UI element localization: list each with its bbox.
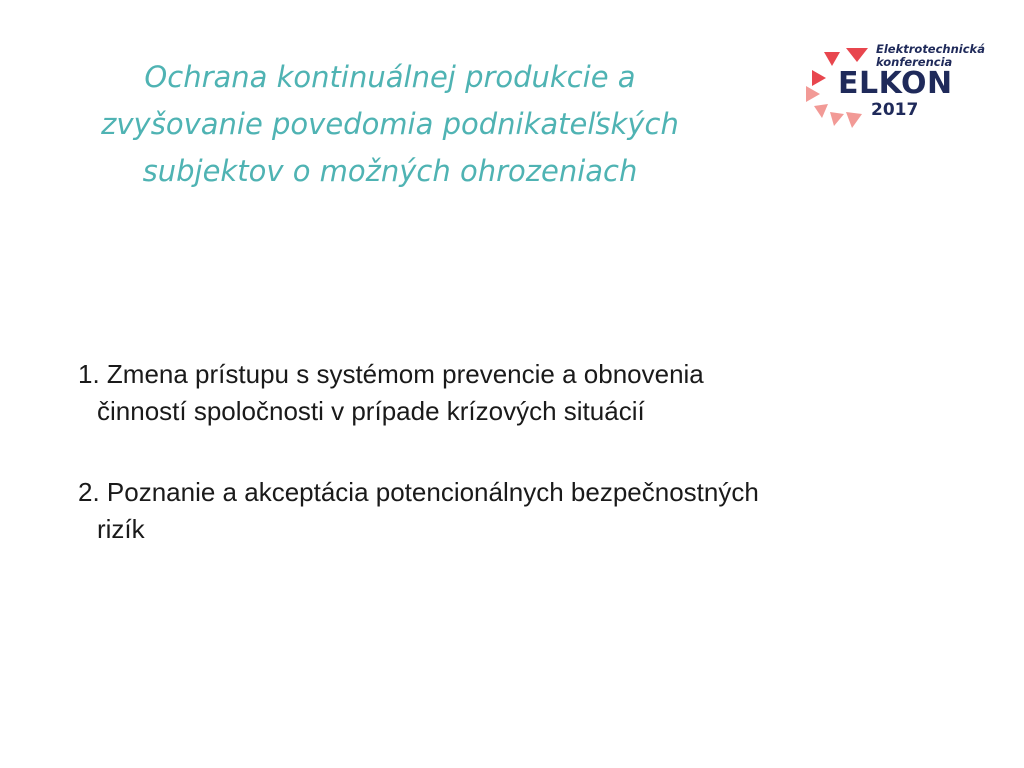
logo-triangle: [846, 112, 862, 128]
point-text: 1. Zmena prístupu s systémom prevencie a obnovenia: [78, 359, 704, 389]
slide-title-line: Ochrana kontinuálnej produkcie a: [144, 60, 636, 94]
logo-triangle: [824, 52, 840, 66]
points-list: [78, 356, 958, 592]
list-item: [78, 474, 958, 548]
logo-triangle: [814, 104, 828, 118]
slide-title-line: zvyšovanie povedomia podnikateľských: [101, 107, 679, 141]
list-item: [78, 356, 958, 430]
slide-title: [60, 54, 720, 195]
slide-title-line: subjektov o možných ohrozeniach: [142, 154, 638, 188]
logo-triangle: [806, 86, 820, 102]
logo-tagline: Elektrotechnická: [876, 42, 985, 56]
logo-triangle: [846, 48, 868, 62]
elkon-logo: [804, 40, 996, 132]
logo-year: 2017: [871, 100, 919, 120]
logo-triangle: [830, 112, 844, 126]
point-text: činností spoločnosti v prípade krízových situácií: [97, 396, 645, 426]
logo-triangle: [812, 70, 826, 86]
logo-name: ELKON: [838, 66, 953, 101]
logo-tagline: konferencia: [876, 55, 953, 69]
point-text: 2. Poznanie a akceptácia potencionálnych bezpečnostných: [78, 477, 759, 507]
point-text: rizík: [97, 514, 145, 544]
